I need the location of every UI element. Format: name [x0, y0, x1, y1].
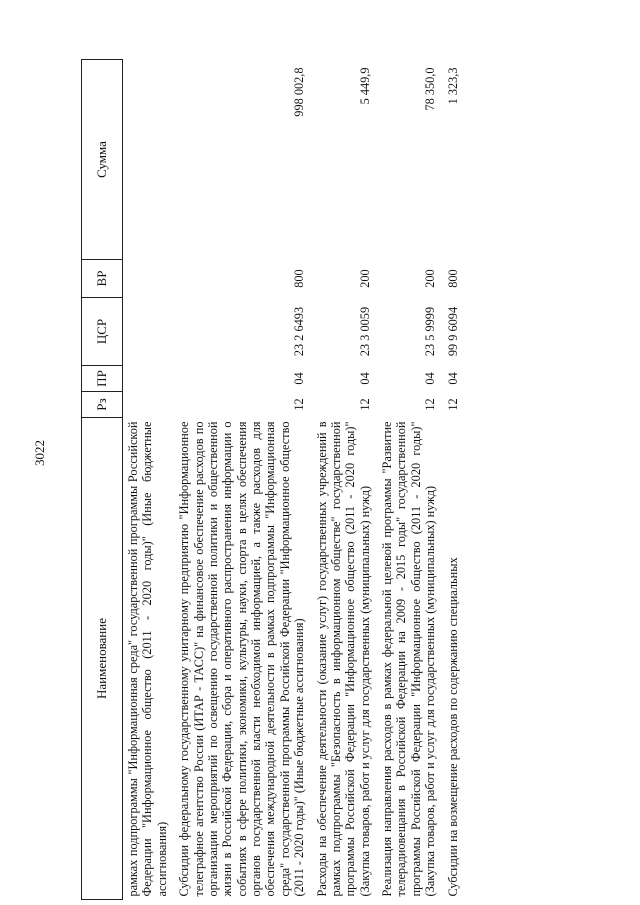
row-name: Субсидии на возмещение расходов по содержанию специальных [445, 557, 460, 897]
budget-table [81, 59, 460, 900]
table-header [82, 60, 123, 900]
row-name: Субсидии федеральному государственному унитарному предприятию "Информационное телеграфное агентство России (ИТАР - ТАСС)" на финансовое обеспечение расходов по организации мероприятий по освещению государственной политики и общественной жизни в Российской Федерации, сбора и оперативного распространения информации о событиях в сфере политики, экономики, культуры, науки, спорта в целях обеспечения органов государственной власти необходимой информацией, а также расходов для обеспечения международной деятельности в рамках подпрограммы "Информационная среда" государственной программы Российской Федерации "Информационное общество (2011 - 2020 годы)" (Иные бюджетные ассигнования) [177, 421, 307, 897]
row-sum: 5 449,9 [357, 67, 372, 105]
table-row [377, 60, 443, 900]
header-sum: Сумма [82, 60, 123, 260]
row-vr: 800 [445, 269, 460, 288]
budget-table-page [81, 60, 611, 900]
header-rz: Рз [82, 392, 123, 418]
row-sum [123, 60, 175, 260]
row-name: Расходы на обеспечение деятельности (оказание услуг) государственных учреждений в рамках подпрограммы "Безопасность в информационном обществе" государственной программы Российской Федерации "Информационное общество (2011 - 2020 годы)" (Закупка товаров, работ и услуг для государственных (муниципальных) нужд) [314, 421, 372, 897]
row-rz [123, 392, 175, 418]
header-name: Наименование [82, 418, 123, 900]
row-rz: 12 [292, 398, 307, 411]
row-sum: 1 323,3 [445, 67, 460, 105]
row-csr: 23 5 9999 [423, 306, 438, 357]
row-sum: 998 002,8 [292, 67, 307, 117]
row-rz: 12 [423, 398, 438, 411]
row-pr: 04 [292, 372, 307, 385]
row-vr [123, 260, 175, 298]
row-csr: 23 2 6493 [292, 306, 307, 357]
row-csr: 99 9 6094 [445, 306, 460, 357]
row-rz: 12 [357, 398, 372, 411]
header-pr: ПР [82, 366, 123, 392]
page-number: 3022 [32, 440, 47, 466]
row-vr: 200 [357, 269, 372, 288]
table-row [312, 60, 378, 900]
row-name: рамках подпрограммы "Информационная среда" государственной программы Российской Федерации "Информационное общество (2011 - 2020 годы)" (Иные бюджетные ассигнования) [126, 421, 169, 897]
row-pr [123, 366, 175, 392]
row-vr: 800 [292, 269, 307, 288]
table-row [123, 60, 175, 900]
header-vr: ВР [82, 260, 123, 298]
row-vr: 200 [423, 269, 438, 288]
row-rz: 12 [445, 398, 460, 411]
row-csr [123, 298, 175, 366]
row-pr: 04 [357, 372, 372, 385]
header-csr: ЦСР [82, 298, 123, 366]
row-csr: 23 3 0059 [357, 306, 372, 357]
row-pr: 04 [445, 372, 460, 385]
table-row [443, 60, 460, 900]
table-row [174, 60, 311, 900]
row-pr: 04 [423, 372, 438, 385]
row-name: Реализация направления расходов в рамках федеральной целевой программы "Развитие телерадиовещания в Российской Федерации на 2009 - 2015 годы" государственной программы Российской Федерации "Информационное общество (2011 - 2020 годы)" (Закупка товаров, работ и услуг для государственных (муниципальных) нужд) [380, 421, 438, 897]
row-sum: 78 350,0 [423, 67, 438, 111]
